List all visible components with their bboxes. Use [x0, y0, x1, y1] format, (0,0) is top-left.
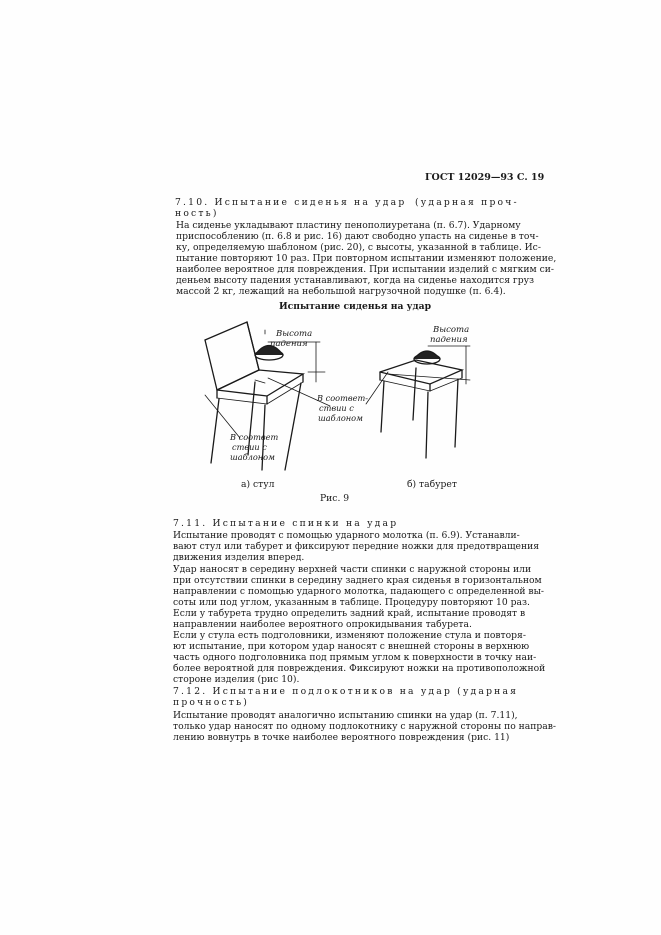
chair-template-label-3: шаблоном: [230, 452, 275, 462]
section-7-10-line: На сиденье укладывают пластину пенополиуретана (п. 6.7). Ударному: [176, 220, 521, 231]
stool-drawing: [366, 346, 470, 458]
stool-height-label-2: падения: [430, 335, 468, 345]
section-7-12-title-end: прочность): [173, 697, 250, 708]
seat-template-label-3: шаблоном: [318, 413, 363, 423]
section-7-12-line: только удар наносят по одному подлокотнику с наружной стороны по направ-: [173, 721, 556, 732]
section-7-11-line: ют испытание, при котором удар наносят с внешней стороны в верхнюю: [173, 641, 530, 652]
section-7-11-line: соты или под углом, указанным в таблице. Процедуру повторяют 10 раз.: [173, 597, 530, 608]
section-7-11-line: более вероятной для повреждения. Фиксируют ножки на противоположной: [173, 663, 546, 674]
section-7-11-line: при отсутствии спинки в середину заднего края сиденья в горизонтальном: [173, 575, 542, 586]
section-7-12-line: Испытание проводят аналогично испытанию спинки на удар (п. 7.11),: [173, 710, 518, 721]
seat-template-label-2: ствии с: [319, 403, 354, 413]
section-7-11-line: Испытание проводят с помощью ударного молотка (п. 6.9). Устанавли-: [173, 530, 520, 541]
section-7-10-line: деньем высоту падения устанавливают, когда на сиденье находится груз: [176, 275, 535, 286]
section-7-11-line: вают стул или табурет и фиксируют передние ножки для предотвращения: [173, 541, 540, 552]
section-7-10-title: 7.10. Испытание сиденья на удар: [175, 197, 407, 208]
section-7-11-line: стороне изделия (рис 10).: [173, 674, 300, 685]
chair-template-label: В соответ: [230, 432, 279, 442]
figure-caption: Рис. 9: [320, 493, 350, 504]
section-7-11-title: 7.11. Испытание спинки на удар: [173, 518, 399, 529]
section-7-10-line: приспособлению (п. 6.8 и рис. 16) дают свободно упасть на сиденье в точ-: [176, 231, 539, 242]
seat-template-label: В соответ-: [317, 393, 368, 403]
section-7-10-line: пытание повторяют 10 раз. При повторном испытании изменяют положение,: [176, 253, 557, 264]
caption-stool: б) табурет: [407, 479, 457, 490]
section-7-11-line: движения изделия вперед.: [173, 552, 305, 563]
section-7-10-line: ку, определяемую шаблоном (рис. 20), с высоты, указанной в таблице. Ис-: [176, 242, 541, 253]
section-7-12-title: 7.12. Испытание подлокотников на удар (ударная: [173, 686, 519, 697]
chair-height-label-2: падения: [270, 339, 308, 349]
chair-height-label: Высота: [276, 329, 313, 339]
section-7-11-line: Если у стула есть подголовники, изменяют положение стула и повторя-: [173, 630, 526, 641]
figure-title: Испытание сиденья на удар: [279, 301, 432, 312]
chair-template-label-2: ствии с: [232, 442, 267, 452]
page-header: ГОСТ 12029—93 С. 19: [425, 172, 545, 183]
section-7-11-line: Удар наносят в середину верхней части спинки с наружной стороны или: [173, 564, 532, 575]
section-7-11-line: направлении наиболее вероятного опрокидывания табурета.: [173, 619, 472, 630]
section-7-10-line: наиболее вероятное для повреждения. При испытании изделий с мягким си-: [176, 264, 554, 275]
caption-chair: а) стул: [241, 479, 275, 490]
section-7-12-line: лению вовнутрь в точке наиболее вероятного повреждения (рис. 11): [173, 732, 510, 743]
section-7-11-line: Если у табурета трудно определить задний край, испытание проводят в: [173, 608, 526, 619]
section-7-11-line: направлении с помощью ударного молотка, падающего с определенной вы-: [173, 586, 545, 597]
section-7-10-title-cont: (ударная проч-: [415, 197, 519, 208]
stool-height-label: Высота: [433, 325, 470, 335]
section-7-10-title-end: ность): [175, 208, 219, 219]
section-7-10-line: массой 2 кг, лежащий на небольшой нагрузочной подушке (п. 6.4).: [176, 286, 506, 297]
section-7-11-line: часть одного подголовника под прямым углом к поверхности в точку наи-: [173, 652, 537, 663]
chair-drawing: [205, 322, 330, 470]
